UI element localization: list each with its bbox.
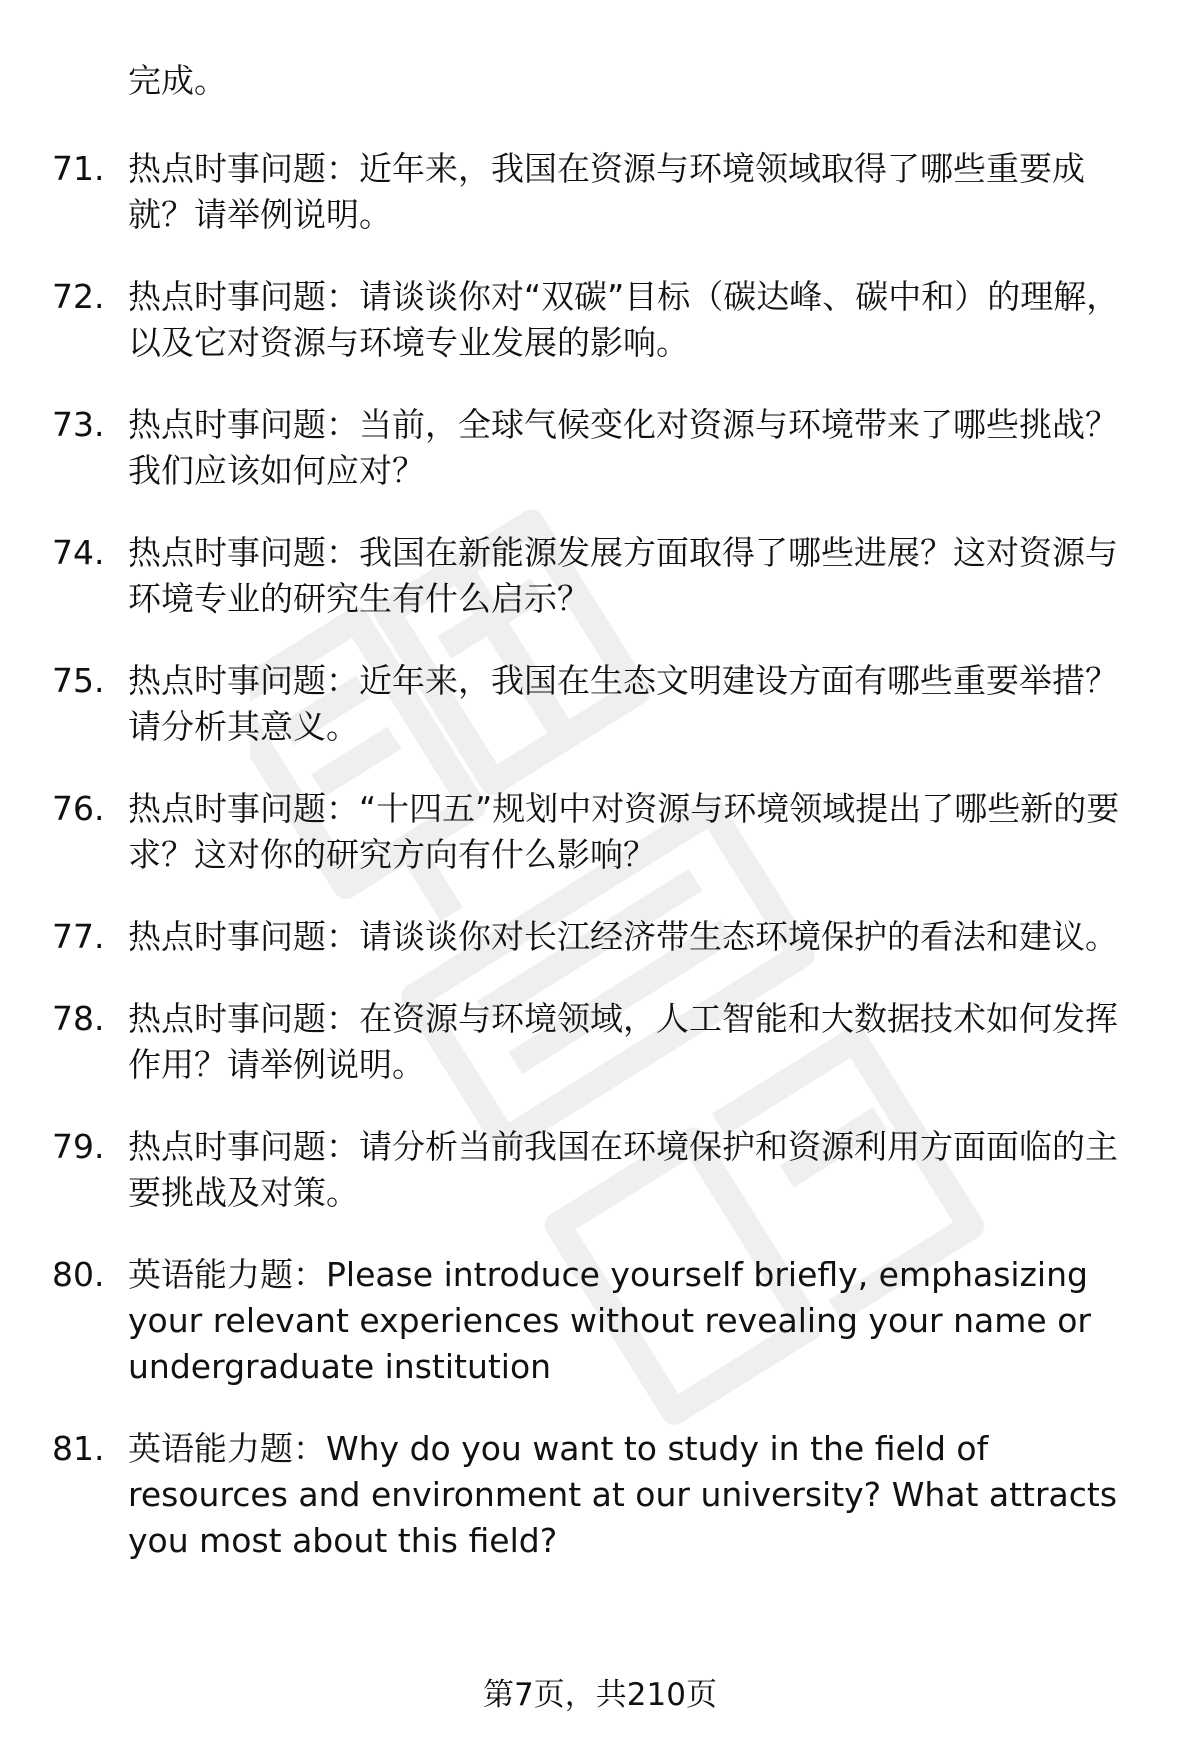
question-text: 热点时事问题：“十四五”规划中对资源与环境领域提出了哪些新的要求？这对你的研究方向有什么影响？ (128, 789, 1120, 874)
question-item (0, 1124, 1200, 1216)
question-list (0, 146, 1200, 1600)
question-number: 80. (52, 1255, 105, 1294)
question-number: 78. (52, 999, 105, 1038)
question-text: 热点时事问题：近年来，我国在生态文明建设方面有哪些重要举措？请分析其意义。 (128, 661, 1118, 746)
question-number: 79. (52, 1127, 105, 1166)
question-text: 热点时事问题：我国在新能源发展方面取得了哪些进展？这对资源与环境专业的研究生有什么启示？ (128, 533, 1118, 618)
question-text: 热点时事问题：近年来，我国在资源与环境领域取得了哪些重要成就？请举例说明。 (128, 149, 1085, 234)
question-number: 77. (52, 917, 105, 956)
continuation-text: 完成。 (128, 61, 227, 100)
question-item (0, 658, 1200, 750)
question-item (0, 274, 1200, 366)
question-text: 热点时事问题：请分析当前我国在环境保护和资源利用方面面临的主要挑战及对策。 (128, 1127, 1118, 1212)
question-number: 71. (52, 149, 105, 188)
question-item (0, 1252, 1200, 1390)
question-item (0, 146, 1200, 238)
question-item (0, 1426, 1200, 1564)
question-number: 76. (52, 789, 105, 828)
question-number: 81. (52, 1429, 105, 1468)
question-number: 72. (52, 277, 105, 316)
question-number: 75. (52, 661, 105, 700)
question-item (0, 996, 1200, 1088)
question-item (0, 530, 1200, 622)
question-text: 热点时事问题：当前，全球气候变化对资源与环境带来了哪些挑战？我们应该如何应对？ (128, 405, 1118, 490)
page-number-footer: 第7页，共210页 (483, 1677, 717, 1713)
question-number: 74. (52, 533, 105, 572)
question-text: 英语能力题：Why do you want to study in the field of resources and environment at our university? What attracts you most about this field? (128, 1429, 1118, 1560)
question-text: 热点时事问题：在资源与环境领域，人工智能和大数据技术如何发挥作用？请举例说明。 (128, 999, 1118, 1084)
question-text: 热点时事问题：请谈谈你对“双碳”目标（碳达峰、碳中和）的理解，以及它对资源与环境专业发展的影响。 (128, 277, 1120, 362)
question-text: 热点时事问题：请谈谈你对长江经济带生态环境保护的看法和建议。 (128, 917, 1118, 956)
question-text: 英语能力题：Please introduce yourself briefly, emphasizing your relevant experiences without revealing your name or undergraduate institution (128, 1255, 1091, 1386)
question-item (0, 402, 1200, 494)
question-item (0, 914, 1200, 960)
question-item (0, 786, 1200, 878)
question-number: 73. (52, 405, 105, 444)
